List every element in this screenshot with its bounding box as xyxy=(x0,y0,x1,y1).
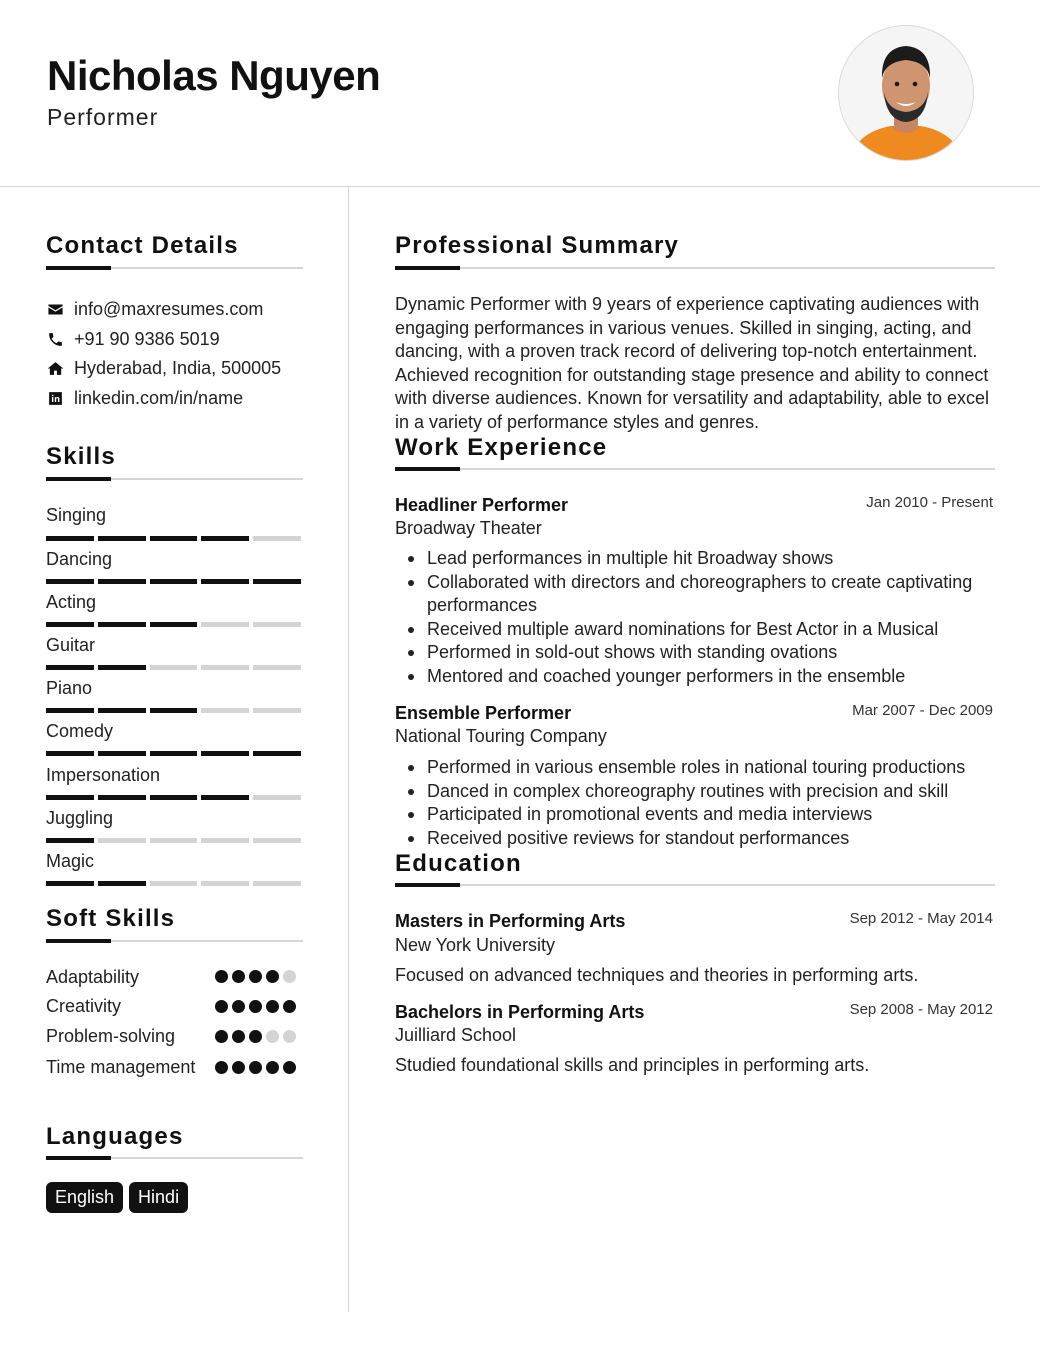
degree-description: Studied foundational skills and principles in performing arts. xyxy=(395,1055,870,1075)
list-item: Lead performances in multiple hit Broadway shows xyxy=(427,547,1027,571)
skill-label: Dancing xyxy=(46,549,113,569)
skill-level-segment xyxy=(98,838,146,843)
rating-dot xyxy=(266,1061,279,1074)
skill-level-segment xyxy=(253,536,301,541)
soft-skill-rating xyxy=(215,970,296,983)
school-name: Juilliard School xyxy=(395,1025,517,1045)
rating-dot xyxy=(249,1030,262,1043)
skill-label: Singing xyxy=(46,505,107,525)
envelope-icon xyxy=(46,300,64,318)
summary-section-rule xyxy=(395,267,995,269)
education-section-title: Education xyxy=(395,850,522,877)
rating-dot xyxy=(232,1061,245,1074)
address-text: Hyderabad, India, 500005 xyxy=(74,357,282,378)
skill-label: Guitar xyxy=(46,635,96,655)
soft-skills-section-rule xyxy=(46,940,303,942)
skill-label: Juggling xyxy=(46,808,114,828)
column-divider xyxy=(348,187,349,1312)
skill-level-segment xyxy=(98,622,146,627)
skill-label: Comedy xyxy=(46,721,114,741)
skill-level-segment xyxy=(201,751,249,756)
skill-level-segment xyxy=(150,708,198,713)
rating-dot xyxy=(215,1030,228,1043)
rating-dot xyxy=(283,1061,296,1074)
job-bullets xyxy=(395,756,1027,850)
skills-section-title: Skills xyxy=(46,443,116,470)
linkedin-text: linkedin.com/in/name xyxy=(74,387,244,408)
work-section-rule xyxy=(395,468,995,470)
skill-bar xyxy=(46,751,301,756)
list-item: Received positive reviews for standout performances xyxy=(427,827,1027,851)
resume-header xyxy=(0,0,1040,187)
skill-label: Acting xyxy=(46,592,97,612)
rating-dot xyxy=(283,970,296,983)
soft-skill-label: Problem-solving xyxy=(46,1026,176,1046)
rating-dot xyxy=(232,1030,245,1043)
work-section-title: Work Experience xyxy=(395,434,608,461)
avatar xyxy=(838,25,974,161)
skill-bar xyxy=(46,665,301,670)
skill-level-segment xyxy=(46,795,94,800)
skill-level-segment xyxy=(253,665,301,670)
rating-dot xyxy=(266,1000,279,1013)
skill-level-segment xyxy=(201,881,249,886)
linkedin-icon xyxy=(46,389,64,407)
soft-skill-rating xyxy=(215,1061,296,1074)
skill-bar xyxy=(46,708,301,713)
soft-skill-label: Time management xyxy=(46,1057,196,1077)
skill-level-segment xyxy=(201,622,249,627)
skill-level-segment xyxy=(46,622,94,627)
rating-dot xyxy=(215,1000,228,1013)
skill-level-segment xyxy=(201,579,249,584)
skill-level-segment xyxy=(98,795,146,800)
contact-address xyxy=(46,356,281,380)
skill-level-segment xyxy=(46,708,94,713)
skill-level-segment xyxy=(150,536,198,541)
job-bullets xyxy=(395,547,1027,688)
languages-section-rule xyxy=(46,1157,303,1159)
skill-level-segment xyxy=(98,881,146,886)
rating-dot xyxy=(249,970,262,983)
skill-level-segment xyxy=(201,838,249,843)
skill-bar xyxy=(46,838,301,843)
skill-level-segment xyxy=(150,622,198,627)
skill-level-segment xyxy=(253,708,301,713)
soft-skill-rating xyxy=(215,1030,296,1043)
skill-bar xyxy=(46,579,301,584)
skill-level-segment xyxy=(253,838,301,843)
list-item: Received multiple award nominations for Best Actor in a Musical xyxy=(427,618,1027,642)
skill-level-segment xyxy=(150,665,198,670)
skill-level-segment xyxy=(46,579,94,584)
rating-dot xyxy=(249,1000,262,1013)
soft-skill-rating xyxy=(215,1000,296,1013)
language-tags xyxy=(46,1182,188,1213)
skill-level-segment xyxy=(253,579,301,584)
rating-dot xyxy=(266,970,279,983)
skill-level-segment xyxy=(46,751,94,756)
skill-level-segment xyxy=(98,536,146,541)
skill-level-segment xyxy=(253,881,301,886)
candidate-name: Nicholas Nguyen xyxy=(47,52,381,99)
job-employer: National Touring Company xyxy=(395,726,607,746)
phone-icon xyxy=(46,330,64,348)
skill-level-segment xyxy=(46,881,94,886)
soft-skill-label: Creativity xyxy=(46,996,122,1016)
list-item: Performed in sold-out shows with standing ovations xyxy=(427,641,1027,665)
degree-title: Masters in Performing Arts xyxy=(395,911,626,931)
skill-label: Piano xyxy=(46,678,93,698)
job-dates: Jan 2010 - Present xyxy=(866,494,993,511)
soft-skill-label: Adaptability xyxy=(46,967,140,987)
skill-level-segment xyxy=(46,536,94,541)
skill-bar xyxy=(46,622,301,627)
contact-phone[interactable] xyxy=(46,327,220,351)
skill-label: Impersonation xyxy=(46,765,161,785)
rating-dot xyxy=(266,1030,279,1043)
list-item: Collaborated with directors and choreographers to create captivating performances xyxy=(427,571,1027,618)
skills-section-rule xyxy=(46,478,303,480)
skill-level-segment xyxy=(150,795,198,800)
degree-dates: Sep 2012 - May 2014 xyxy=(849,910,993,927)
contact-email[interactable] xyxy=(46,297,263,321)
list-item: Participated in promotional events and media interviews xyxy=(427,803,1027,827)
contact-section-rule xyxy=(46,267,303,269)
candidate-title: Performer xyxy=(47,104,159,130)
skill-bar xyxy=(46,881,301,886)
job-dates: Mar 2007 - Dec 2009 xyxy=(852,702,993,719)
skill-level-segment xyxy=(150,838,198,843)
skill-level-segment xyxy=(253,751,301,756)
rating-dot xyxy=(232,1000,245,1013)
list-item: Danced in complex choreography routines with precision and skill xyxy=(427,780,1027,804)
rating-dot xyxy=(283,1000,296,1013)
summary-text: Dynamic Performer with 9 years of experience captivating audiences with engaging performances in various venues. Skilled in singing, acting, and dancing, with a proven track record of delivering top-notch entertainment. Achieved recognition for outstanding stage presence and ability to connect with diverse audiences. Known for versatility and adaptability, able to excel in a variety of performance styles and genres. xyxy=(395,294,989,432)
rating-dot xyxy=(232,970,245,983)
summary-section-title: Professional Summary xyxy=(395,232,680,259)
skill-level-segment xyxy=(98,665,146,670)
skill-level-segment xyxy=(150,881,198,886)
skill-level-segment xyxy=(150,751,198,756)
languages-section-title: Languages xyxy=(46,1123,184,1150)
degree-dates: Sep 2008 - May 2012 xyxy=(849,1001,993,1018)
skill-bar xyxy=(46,536,301,541)
skill-level-segment xyxy=(46,665,94,670)
skill-level-segment xyxy=(201,536,249,541)
skill-level-segment xyxy=(253,795,301,800)
rating-dot xyxy=(249,1061,262,1074)
job-title: Headliner Performer xyxy=(395,495,569,515)
rating-dot xyxy=(283,1030,296,1043)
education-section-rule xyxy=(395,884,995,886)
skill-level-segment xyxy=(150,579,198,584)
degree-description: Focused on advanced techniques and theories in performing arts. xyxy=(395,965,919,985)
skill-level-segment xyxy=(253,622,301,627)
skill-level-segment xyxy=(98,708,146,713)
language-tag: Hindi xyxy=(129,1182,188,1213)
rating-dot xyxy=(215,970,228,983)
job-employer: Broadway Theater xyxy=(395,518,542,538)
skill-level-segment xyxy=(46,838,94,843)
job-title: Ensemble Performer xyxy=(395,703,572,723)
soft-skills-section-title: Soft Skills xyxy=(46,905,176,932)
skill-level-segment xyxy=(201,795,249,800)
contact-section-title: Contact Details xyxy=(46,232,239,259)
language-tag: English xyxy=(46,1182,123,1213)
skill-level-segment xyxy=(201,708,249,713)
list-item: Mentored and coached younger performers in the ensemble xyxy=(427,665,1027,689)
email-text: info@maxresumes.com xyxy=(74,298,264,319)
phone-text: +91 90 9386 5019 xyxy=(74,328,220,349)
skill-level-segment xyxy=(98,751,146,756)
skill-label: Magic xyxy=(46,851,95,871)
skill-bar xyxy=(46,795,301,800)
skill-level-segment xyxy=(98,579,146,584)
home-icon xyxy=(46,359,64,377)
degree-title: Bachelors in Performing Arts xyxy=(395,1002,645,1022)
skill-level-segment xyxy=(201,665,249,670)
rating-dot xyxy=(215,1061,228,1074)
list-item: Performed in various ensemble roles in national touring productions xyxy=(427,756,1027,780)
school-name: New York University xyxy=(395,935,556,955)
contact-linkedin[interactable] xyxy=(46,386,243,410)
